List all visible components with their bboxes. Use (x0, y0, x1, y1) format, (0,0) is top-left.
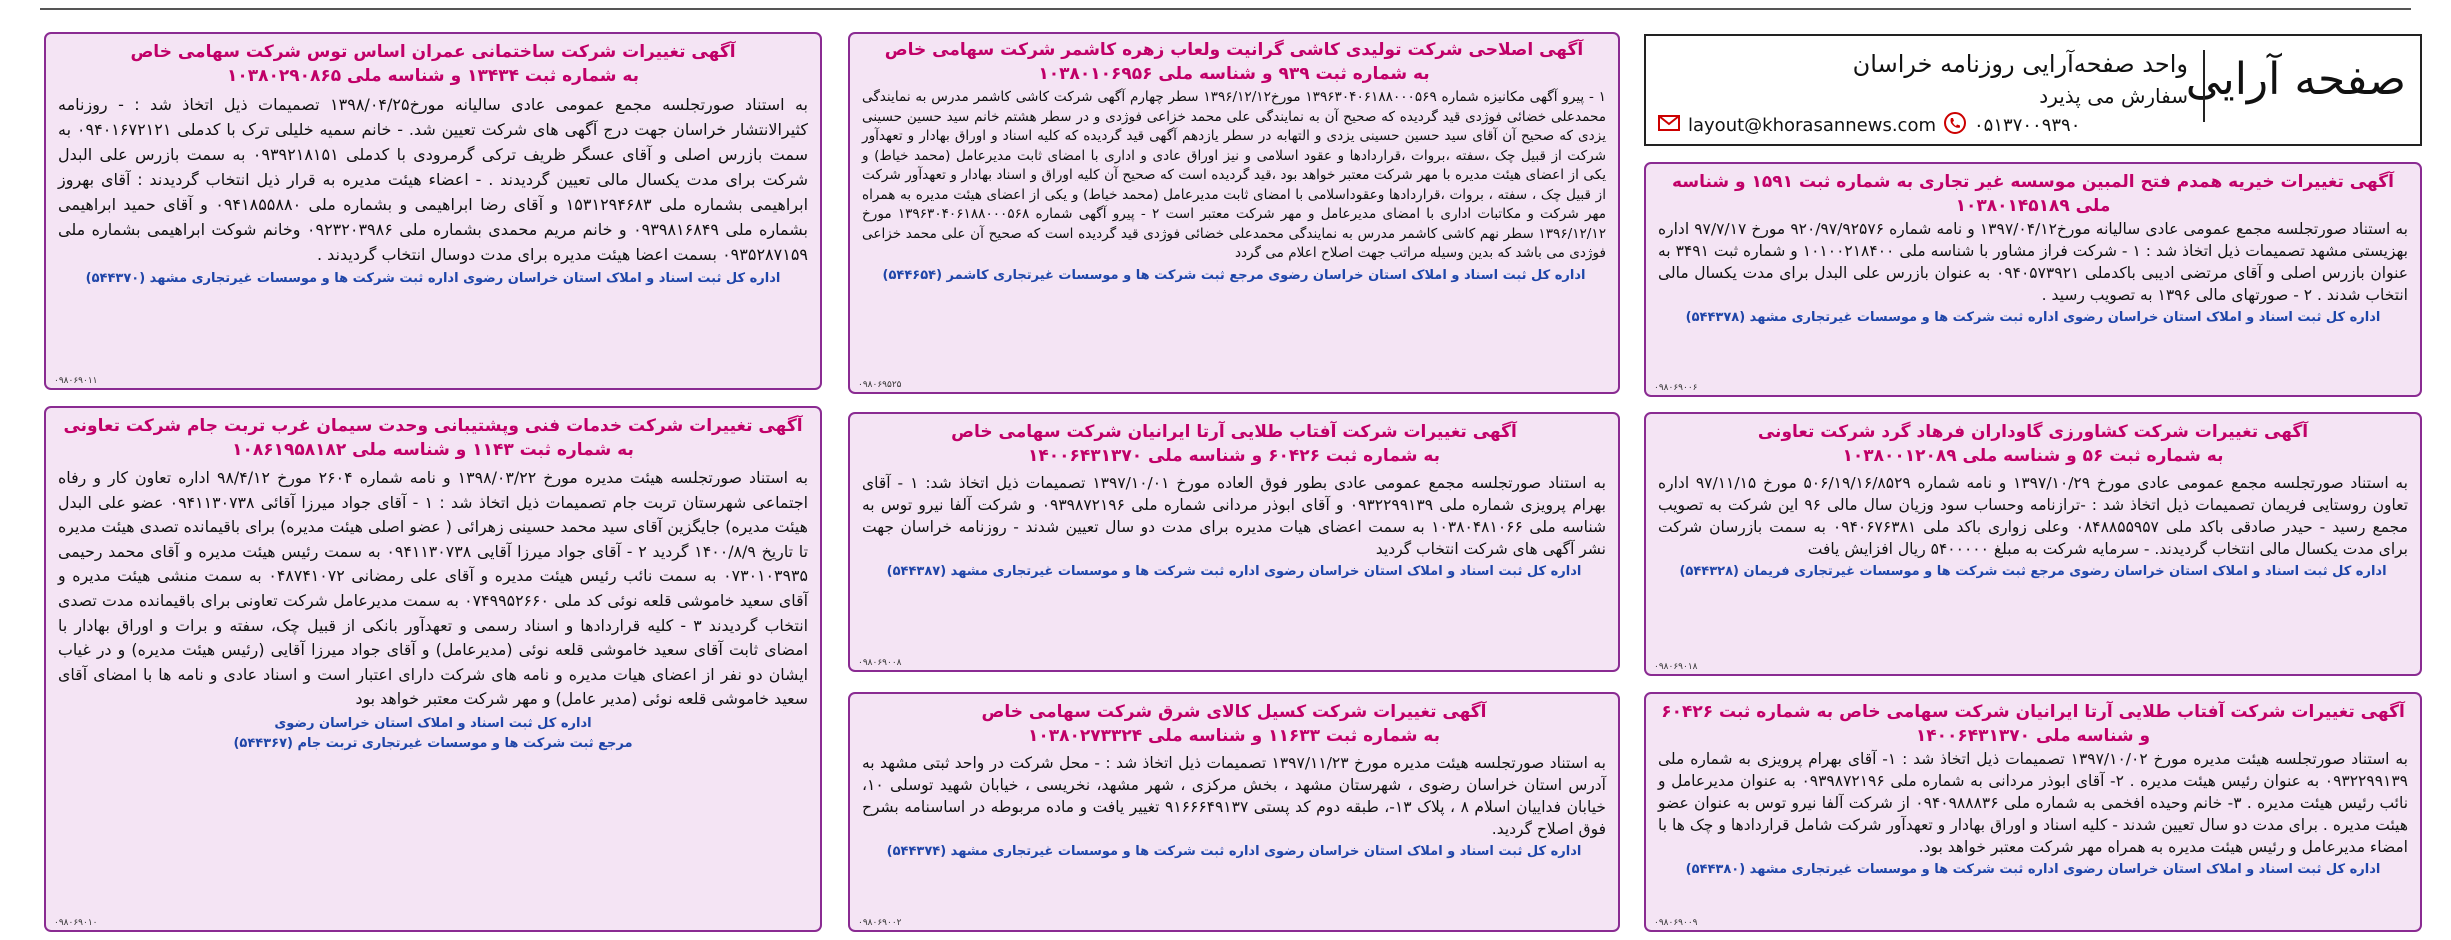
notice-body: به استناد صورتجلسه مجمع عمومی عادی مورخ ۱۳۹۷/۱۰/۲۹ و نامه شماره ۵۰۶/۱۹/۱۶/۸۵۲۹ مورخ ۹۷/۱۱/۱۵ اداره تعاون روستایی فریمان تصمیمات ذیل اتخاذ شد : -ترازنامه وحساب سود وزیان سال مالی ۹۶ این شرکت به تصویب مجمع رسید - حیدر صادقی باکد ملی ۰۸۴۸۸۵۵۹۵۷ وعلی زواری باکد ملی ۰۹۴۰۶۷۶۳۸۱ به سمت بازرسان شرکت برای مدت یکسال مالی انتخاب گردیدند. - سرمایه شرکت به مبلغ ۵۴۰۰۰۰۰ ریال افزایش یافت (1658, 474, 2409, 558)
contact-row (1658, 112, 2080, 139)
phone-number[interactable]: ۰۵۱۳۷۰۰۹۳۹۰ (1974, 115, 2081, 136)
notice-title: آگهی اصلاحی شرکت تولیدی کاشی گرانیت ولعاب زهره کاشمر شرکت سهامی خاص (884, 40, 1584, 60)
notice-body: به استناد صورتجلسه هیئت مدیره مورخ ۱۳۹۷/۱۰/۰۲ تصمیمات ذیل اتخاذ شد : ۱- آقای بهرام پرویزی به شماره ملی ۰۹۳۲۲۹۹۱۳۹ به عنوان رئیس هیئت مدیره . ۲- آقای ابوذر مردانی به شماره ملی ۰۹۳۹۸۷۲۱۹۶ به عنوان مدیرعامل و نائب رئیس هیئت مدیره . ۳- خانم وحیده افخمی به شماره ملی ۰۹۴۰۹۸۸۸۳۶ از شرکت آلفا نیرو توس به عنوان عضو هیئت مدیره . برای مدت دو سال تعیین شدند - کلیه اسناد و اوراق بهادار و تعهدآور شرکت شامل قراردادها و چک ها با امضاء مدیرعامل و رئیس هیئت مدیره به همراه مهر شرکت معتبر خواهد بود. (1658, 750, 2409, 856)
notice-subtitle: به شماره ثبت ۱۱۴۳ و شناسه ملی ۱۰۸۶۱۹۵۸۱۸۲ (232, 440, 634, 460)
notice-omran-asas (44, 32, 822, 390)
notice-aftab-assembly (848, 412, 1620, 672)
notice-footer: اداره کل ثبت اسناد و املاک استان خراسان رضوی اداره ثبت شرکت ها و موسسات غیرتجاری مشهد (۵۴۴۳۷۰) (85, 271, 781, 286)
notice-stamp: ۰۹۸۰۶۹۰۱۰ (54, 918, 98, 928)
notice-body: ۱ - پیرو آگهی مکانیزه شماره ۱۳۹۶۳۰۴۰۶۱۸۸۰۰۰۵۶۹ مورخ۱۳۹۶/۱۲/۱۲ سطر چهارم آگهی شرکت کاشی کاشمر مدرس به نمایندگی محمدعلی خضائی فوژدی قید گردیده که صحیح آن به نمایندگی علی محمد خزاعی فوژدی و در سطر هشتم خانم سید حسین حسینی یزدی که صحیح آن آقای سید حسین حسینی یزدی و التهابه در سطر یازدهم آگهی قید گردیده که کلیه اسناد و اوراق بهادار و تعهدآور شرکت از قبیل چک ،سفته ،بروات ،قراردادها و عقود اسلامی و نیز اوراق عادی و اداری با امضای ثابت مدیرعامل (محمد خیاط) و یکی از اعضای هیئت مدیره با مهر شرکت معتبر خواهد بود ،قید گردیده است که صحیح آن کلیه اوراق و اسناد بهادار و تعهدآور شرکت از قبیل چک ، سفته ، بروات ،قراردادها وعقوداسلامی با امضای ثابت مدیرعامل (محمد خیاط) و یکی از اعضای هیئت مدیره به همراه مهر شرکت و مکاتبات اداری با امضای مدیرعامل و مهر شرکت معتبر است ۲ - پیرو آگهی شماره ۱۳۹۶۳۰۴۰۶۱۸۸۰۰۰۵۶۸ مورخ ۱۳۹۶/۱۲/۱۲ سطر نهم کاشی کاشمر مدرس به نمایندگی محمدعلی خضائی فوژدی قید گردیده است که صحیح آن علی محمد خزاعی فوژدی می باشد که بدین وسیله مراتب جهت اصلاح اعلام می گردد (862, 89, 1607, 261)
notice-stamp: ۰۹۸۰۶۹۵۲۵ (858, 380, 902, 390)
notice-subtitle: به شماره ثبت ۶۰۴۲۶ و شناسه ملی ۱۴۰۰۶۴۳۱۳۷۰ (1027, 446, 1441, 466)
email-icon (1658, 115, 1680, 136)
notice-title: آگهی تغییرات شرکت کشاورزی گاوداران فرهاد گرد شرکت تعاونی (1757, 422, 2309, 442)
notice-body: به استناد صورتجلسه هیئت مدیره مورخ ۱۳۹۸/۰۳/۲۲ و نامه شماره ۲۶۰۴ مورخ ۹۸/۴/۱۲ اداره تعاون کار و رفاه اجتماعی شهرستان تربت جام تصمیمات ذیل اتخاذ شد : ۱ - آقای جواد میرزا آقائی ۰۹۴۱۱۳۰۷۳۸ عضو علی البدل هیئت مدیره) جایگزین آقای سید محمد حسینی زهرائی ( عضو اصلی هیئت مدیره) برای باقیمانده تصدی هیئت مدیره تا تاریخ ۱۴۰۰/۸/۹ گردید ۲ - آقای جواد میرزا آقایی ۰۹۴۱۱۳۰۷۳۸ به سمت رئیس هیئت مدیره و آقای محمد رحیمی ۰۷۳۰۱۰۳۹۳۵ به سمت نائب رئیس هیئت مدیره و آقای علی رمضانی ۰۴۸۷۴۱۰۷۲ به سمت منشی هیئت مدیره و آقای سعید خاموشی قلعه نوئی کد ملی ۰۷۴۹۹۵۲۶۶۰ به سمت مدیرعامل شرکت تعاونی برای باقیمانده مدت تصدی انتخاب گردیدند ۳ - کلیه قراردادها و اسناد رسمی و تعهدآور بانکی از قبیل چک، سفته و برات و اوراق بهادار با امضای ثابت آقای سعید خاموشی قلعه نوئی (مدیرعامل) و آقای جواد میرزا آقایی (رئیس هیئت مدیره) و در غیاب ایشان دو نفر از اعضای هیات مدیره و نامه های شرکت دارای اعتبار است و اسناد عادی و نامه ها با امضای آقای سعید خاموشی قلعه نوئی (مدیر عامل) و مهر شرکت معتبر خواهد بود (58, 468, 809, 709)
header-divider (2203, 50, 2205, 122)
layout-service-box (1644, 34, 2422, 146)
service-title: صفحه آرایی (2185, 54, 2406, 105)
notice-kasil-kala (848, 692, 1620, 932)
notice-footer: اداره کل ثبت اسناد و املاک استان خراسان رضوی اداره ثبت شرکت ها و موسسات غیرتجاری مشهد (۵۴۴۳۷۸) (1685, 310, 2381, 325)
notice-stamp: ۰۹۸۰۶۹۰۱۱ (54, 376, 98, 386)
notice-stamp: ۰۹۸۰۶۹۰۰۶ (1654, 383, 1698, 393)
column-left (44, 28, 822, 928)
notice-stamp: ۰۹۸۰۶۹۰۰۹ (1654, 918, 1698, 928)
notice-footer: اداره کل ثبت اسناد و املاک استان خراسان رضوی مرجع ثبت شرکت ها و موسسات غیرتجاری کاشمر (۵۴۴۶۵۴) (882, 267, 1586, 283)
notice-footer: اداره کل ثبت اسناد و املاک استان خراسان رضوی اداره ثبت شرکت ها و موسسات غیرتجاری مشهد (۵۴۴۳۸۷) (886, 564, 1582, 579)
notice-title: آگهی تغییرات خیریه همدم فتح المبین موسسه غیر تجاری به شماره ثبت ۱۵۹۱ و شناسه ملی ۱۰۳۸۰۱۴۵۱۸۹ (1672, 172, 2394, 216)
notice-title: آگهی تغییرات شرکت آفتاب طلایی آرتا ایرانیان شرکت سهامی خاص (951, 422, 1517, 442)
notice-footer: اداره کل ثبت اسناد و املاک استان خراسان رضوی مرجع ثبت شرکت ها و موسسات غیرتجاری فریمان (۵۴۴۳۲۸) (1679, 564, 2387, 579)
notice-zohreh-kashmar (848, 32, 1620, 394)
email-link[interactable]: layout@khorasannews.com (1688, 115, 1937, 136)
notice-footer: اداره کل ثبت اسناد و املاک استان خراسان رضوی (274, 715, 592, 731)
notice-subtitle: به شماره ثبت ۵۶ و شناسه ملی ۱۰۳۸۰۰۱۲۰۸۹ (1842, 446, 2224, 466)
notice-footer: اداره کل ثبت اسناد و املاک استان خراسان رضوی اداره ثبت شرکت ها و موسسات غیرتجاری مشهد (۵۴۴۳۸۰) (1685, 862, 2381, 877)
notice-farhadgerd (1644, 412, 2422, 676)
notice-stamp: ۰۹۸۰۶۹۰۱۸ (1654, 662, 1698, 672)
column-middle (848, 28, 1620, 928)
notice-body: به استناد صورتجلسه هیئت مدیره مورخ ۱۳۹۷/۱۱/۲۳ تصمیمات ذیل اتخاذ شد : - محل شرکت در واحد ثبتی مشهد به آدرس استان خراسان رضوی ، شهرستان مشهد ، بخش مرکزی ، شهر مشهد، نخریسی ، خیابان شهید توسلی ۱۰، خیابان فداییان اسلام ۸ ، پلاک ۱۳-، طبقه دوم کد پستی ۹۱۶۶۶۴۹۱۳۷ تغییر یافت و ماده مربوطه در اساسنامه بشرح فوق اصلاح گردید. (862, 754, 1606, 838)
notice-title: آگهی تغییرات شرکت آفتاب طلایی آرتا ایرانیان شرکت سهامی خاص به شماره ثبت ۶۰۴۲۶ و شناسه ملی ۱۴۰۰۶۴۳۱۳۷۰ (1661, 702, 2405, 746)
notice-hamdam (1644, 162, 2422, 397)
notice-footer: اداره کل ثبت اسناد و املاک استان خراسان رضوی اداره ثبت شرکت ها و موسسات غیرتجاری مشهد (۵۴۴۳۷۴) (886, 844, 1582, 859)
notice-subtitle: به شماره ثبت ۹۳۹ و شناسه ملی ۱۰۳۸۰۱۰۶۹۵۶ (1038, 64, 1430, 84)
notice-body: به استناد صورتجلسه مجمع عمومی عادی سالیانه مورخ۱۳۹۸/۰۴/۲۵ تصمیمات ذیل اتخاذ شد : - روزنامه کثیرالانتشار خراسان جهت درج آگهی های شرکت تعیین شد. - خانم سمیه خلیلی ترک با کدملی ۰۹۴۰۱۶۷۲۱۲۱ به سمت بازرس اصلی و آقای عسگر ظریف ترکی گرمرودی با کدملی ۰۹۳۹۲۱۸۱۵۱ به سمت بازرس علی البدل شرکت برای مدت یکسال مالی تعیین گردیدند . - اعضاء هیئت مدیره به قرار ذیل انتخاب گردیدند : آقای بهروز ابراهیمی بشماره ملی ۱۵۳۱۲۹۴۶۸۳ و آقای رضا ابراهیمی و بشماره ملی ۰۹۴۱۸۵۵۸۸۰ و آقای حمید ابراهیمی بشماره ملی ۰۹۳۹۸۱۶۸۴۹ و خانم مریم محمدی بشماره ملی ۰۹۲۳۲۰۳۹۸۶ وخانم شوکت ابراهیمی بشماره ملی ۰۹۳۵۲۸۷۱۵۹ بسمت اعضا هیئت مدیره برای مدت دوسال انتخاب گردیدند . (58, 95, 809, 264)
notice-footer-line2: مرجع ثبت شرکت ها و موسسات غیرتجاری تربت جام (۵۴۴۳۶۷) (233, 735, 633, 751)
notice-vahdat-siman (44, 406, 822, 932)
service-line1: واحد صفحه‌آرایی روزنامه خراسان (1852, 50, 2188, 78)
notice-title: آگهی تغییرات شرکت ساختمانی عمران اساس توس شرکت سهامی خاص (130, 42, 736, 62)
notice-subtitle: به شماره ثبت ۱۳۴۳۴ و شناسه ملی ۱۰۳۸۰۲۹۰۸۶۵ (226, 66, 640, 86)
notice-body: به استناد صورتجلسه مجمع عمومی عادی بطور فوق العاده مورخ ۱۳۹۷/۱۰/۰۱ تصمیمات ذیل اتخاذ شد: ۱ - آقای بهرام پرویزی شماره ملی ۰۹۳۲۲۹۹۱۳۹ و آقای ابوذر مردانی شماره ملی ۰۹۳۹۸۷۲۱۹۶ و شرکت آلفا نیرو توس به شناسه ملی ۱۰۳۸۰۴۸۱۰۶۶ به سمت اعضای هیات مدیره برای مدت دو سال تعیین شدند - روزنامه خراسان جهت نشر آگهی های شرکت انتخاب گردید (862, 474, 1606, 558)
notice-body: به استناد صورتجلسه مجمع عمومی عادی سالیانه مورخ۱۳۹۷/۰۴/۱۲ و نامه شماره ۹۲۰/۹۷/۹۲۵۷۶ مورخ ۹۷/۷/۱۷ اداره بهزیستی مشهد تصمیمات ذیل اتخاذ شد : ۱ - شرکت فراز مشاور با شناسه ملی ۱۰۱۰۰۲۱۸۴۰۰ و شماره ثبت ۳۴۹۱ به عنوان بازرس اصلی و آقای مرتضی ادیبی باکدملی ۰۹۴۰۵۷۳۹۲۱ به عنوان بازرس علی البدل برای مدت یکسال مالی انتخاب شدند . ۲ - صورتهای مالی ۱۳۹۶ به تصویب رسید . (1658, 220, 2409, 304)
notice-title: آگهی تغییرات شرکت خدمات فنی وپشتیبانی وحدت سیمان غرب تربت جام شرکت تعاونی (63, 416, 803, 436)
notice-subtitle: به شماره ثبت ۱۱۶۳۳ و شناسه ملی ۱۰۳۸۰۲۷۳۳۲۴ (1027, 726, 1441, 746)
notice-aftab-board (1644, 692, 2422, 932)
phone-icon (1944, 112, 1966, 139)
column-right (1644, 28, 2422, 928)
notice-title: آگهی تغییرات شرکت کسیل کالای شرق شرکت سهامی خاص (981, 702, 1487, 722)
top-rule (40, 8, 2411, 10)
notice-stamp: ۰۹۸۰۶۹۰۰۲ (858, 918, 902, 928)
service-line2: سفارش می پذیرد (2039, 84, 2188, 108)
notice-stamp: ۰۹۸۰۶۹۰۰۸ (858, 658, 902, 668)
